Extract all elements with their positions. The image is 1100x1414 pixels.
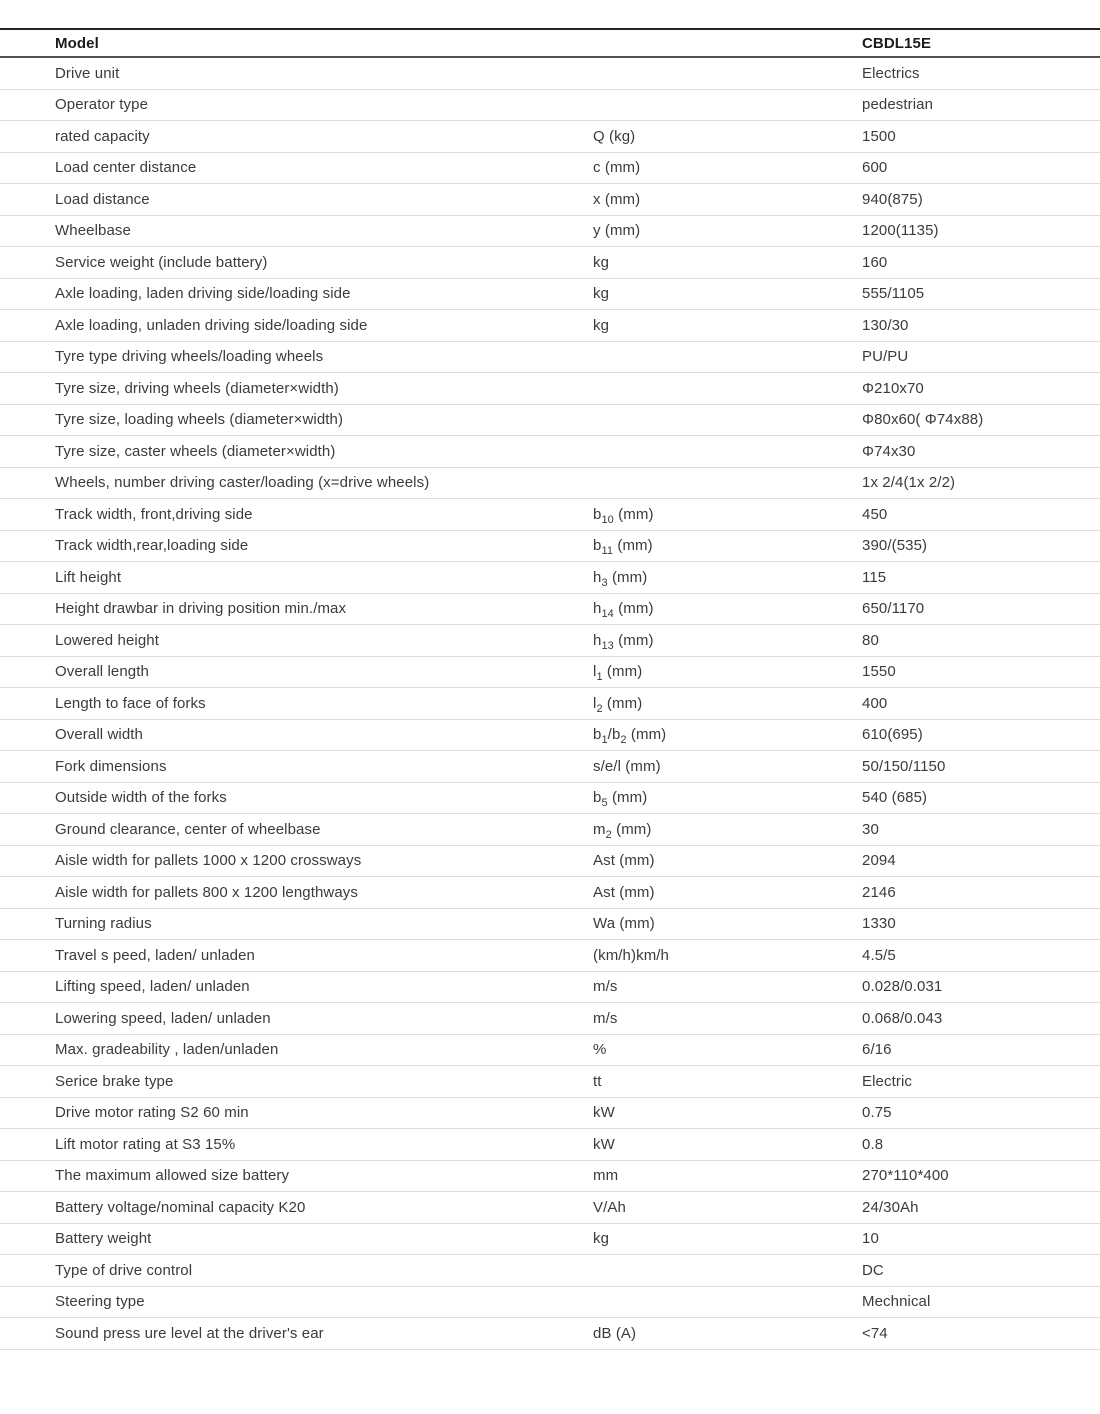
- spec-table-body: [0, 58, 1100, 1350]
- spec-value: 2146: [862, 883, 896, 901]
- spec-row: [0, 688, 1100, 720]
- spec-unit: $b_{11}$ (mm): [593, 537, 653, 558]
- spec-value: 0.068/0.043: [862, 1009, 943, 1027]
- spec-value: 2094: [862, 852, 896, 870]
- spec-row: [0, 783, 1100, 815]
- spec-unit: Ast (mm): [593, 883, 655, 901]
- spec-value: DC: [862, 1261, 884, 1279]
- spec-unit: kg: [593, 253, 610, 271]
- spec-unit: s/e/l (mm): [593, 757, 661, 775]
- spec-row: [0, 1287, 1100, 1319]
- spec-unit: $l_1$ (mm): [593, 663, 643, 684]
- spec-value: 0.028/0.031: [862, 978, 943, 996]
- spec-label: Travel s peed, laden/ unladen: [55, 946, 255, 964]
- spec-label: Sound press ure level at the driver's ear: [55, 1324, 324, 1342]
- spec-unit: $b_5$ (mm): [593, 789, 648, 810]
- spec-label: Tyre size, caster wheels (diameter×width): [55, 442, 336, 460]
- spec-value: PU/PU: [862, 348, 909, 366]
- spec-label: Fork dimensions: [55, 757, 167, 775]
- spec-row: [0, 625, 1100, 657]
- spec-unit: y (mm): [593, 222, 641, 240]
- spec-row: [0, 909, 1100, 941]
- spec-value: 115: [862, 568, 887, 586]
- spec-row: [0, 814, 1100, 846]
- spec-row: [0, 1066, 1100, 1098]
- spec-label: Axle loading, unladen driving side/loading side: [55, 316, 368, 334]
- spec-label: Turning radius: [55, 915, 152, 933]
- spec-value: 390/(535): [862, 537, 928, 555]
- spec-value: 650/1170: [862, 600, 925, 618]
- spec-unit: Q (kg): [593, 127, 636, 145]
- spec-label: Outside width of the forks: [55, 789, 227, 807]
- spec-label: Overall width: [55, 726, 143, 744]
- spec-value: 940(875): [862, 190, 923, 208]
- spec-unit: kW: [593, 1104, 615, 1122]
- spec-label: Max. gradeability , laden/unladen: [55, 1041, 279, 1059]
- spec-row: [0, 751, 1100, 783]
- spec-label: Tyre size, loading wheels (diameter×width): [55, 411, 344, 429]
- spec-value: 160: [862, 253, 888, 271]
- spec-label: Tyre size, driving wheels (diameter×width): [55, 379, 339, 397]
- spec-row: [0, 58, 1100, 90]
- spec-row: [0, 247, 1100, 279]
- spec-unit: V/Ah: [593, 1198, 626, 1216]
- spec-unit: $m_2$ (mm): [593, 820, 652, 841]
- spec-label: Load distance: [55, 190, 150, 208]
- spec-row: [0, 153, 1100, 185]
- spec-row: [0, 279, 1100, 311]
- spec-label: Overall length: [55, 663, 149, 681]
- spec-label: Aisle width for pallets 1000 x 1200 crossways: [55, 852, 362, 870]
- spec-row: [0, 373, 1100, 405]
- spec-value: 1330: [862, 915, 896, 933]
- spec-value: 1x 2/4(1x 2/2): [862, 474, 956, 492]
- spec-value: Φ80x60( Φ74x88): [862, 411, 984, 429]
- spec-row: [0, 1255, 1100, 1287]
- spec-value: 4.5/5: [862, 946, 896, 964]
- spec-row: [0, 499, 1100, 531]
- spec-unit: kW: [593, 1135, 615, 1153]
- spec-row: [0, 940, 1100, 972]
- spec-value: 130/30: [862, 316, 909, 334]
- spec-label: Service weight (include battery): [55, 253, 268, 271]
- spec-unit: dB (A): [593, 1324, 637, 1342]
- spec-label: Lifting speed, laden/ unladen: [55, 978, 250, 996]
- spec-value: 540 (685): [862, 789, 928, 807]
- spec-row: [0, 310, 1100, 342]
- spec-row: [0, 1161, 1100, 1193]
- spec-row: [0, 594, 1100, 626]
- spec-label: Lift motor rating at S3 15%: [55, 1135, 236, 1153]
- spec-label: Battery weight: [55, 1230, 152, 1248]
- spec-unit: x (mm): [593, 190, 641, 208]
- spec-value: 555/1105: [862, 285, 925, 303]
- spec-row: [0, 846, 1100, 878]
- spec-label: Wheels, number driving caster/loading (x=drive wheels): [55, 474, 430, 492]
- spec-unit: %: [593, 1041, 607, 1059]
- spec-row: [0, 972, 1100, 1004]
- spec-value: 80: [862, 631, 879, 649]
- spec-unit: $h_3$ (mm): [593, 568, 648, 589]
- spec-value: pedestrian: [862, 96, 934, 114]
- spec-unit: kg: [593, 1230, 610, 1248]
- spec-value: 0.75: [862, 1104, 892, 1122]
- spec-unit: m/s: [593, 978, 618, 996]
- spec-label: Wheelbase: [55, 222, 131, 240]
- spec-value: 50/150/1150: [862, 757, 946, 775]
- spec-row: [0, 184, 1100, 216]
- spec-value: 610(695): [862, 726, 923, 744]
- spec-row: [0, 90, 1100, 122]
- spec-row: [0, 1224, 1100, 1256]
- spec-unit: Ast (mm): [593, 852, 655, 870]
- spec-value: 30: [862, 820, 879, 838]
- spec-row: [0, 405, 1100, 437]
- spec-value: 600: [862, 159, 888, 177]
- spec-row: [0, 342, 1100, 374]
- spec-value: <74: [862, 1324, 888, 1342]
- spec-row: [0, 531, 1100, 563]
- spec-value: Φ74x30: [862, 442, 916, 460]
- spec-value: Electric: [862, 1072, 912, 1090]
- spec-unit: kg: [593, 316, 610, 334]
- spec-table: [0, 28, 1100, 1350]
- spec-unit: kg: [593, 285, 610, 303]
- spec-value: 1550: [862, 663, 896, 681]
- spec-row: [0, 562, 1100, 594]
- spec-value: 6/16: [862, 1041, 892, 1059]
- spec-row: [0, 1003, 1100, 1035]
- spec-unit: $l_2$ (mm): [593, 694, 643, 715]
- spec-label: Ground clearance, center of wheelbase: [55, 820, 321, 838]
- header-model-label: Model: [55, 34, 99, 52]
- spec-row: [0, 1098, 1100, 1130]
- spec-value: Φ210x70: [862, 379, 924, 397]
- spec-value: 450: [862, 505, 888, 523]
- spec-label: Steering type: [55, 1293, 145, 1311]
- spec-row: [0, 1035, 1100, 1067]
- spec-label: Lowering speed, laden/ unladen: [55, 1009, 271, 1027]
- spec-value: 1200(1135): [862, 222, 939, 240]
- spec-value: 0.8: [862, 1135, 884, 1153]
- spec-label: Type of drive control: [55, 1261, 193, 1279]
- spec-unit: tt: [593, 1072, 602, 1090]
- spec-label: Drive motor rating S2 60 min: [55, 1104, 249, 1122]
- spec-value: 400: [862, 694, 888, 712]
- spec-row: [0, 1318, 1100, 1350]
- spec-row: [0, 121, 1100, 153]
- spec-value: 24/30Ah: [862, 1198, 919, 1216]
- spec-row: [0, 1192, 1100, 1224]
- spec-row: [0, 657, 1100, 689]
- spec-label: Drive unit: [55, 64, 120, 82]
- spec-label: Load center distance: [55, 159, 197, 177]
- spec-label: The maximum allowed size battery: [55, 1167, 290, 1185]
- spec-label: Axle loading, laden driving side/loading side: [55, 285, 351, 303]
- spec-row: [0, 877, 1100, 909]
- spec-label: Length to face of forks: [55, 694, 206, 712]
- spec-label: Serice brake type: [55, 1072, 174, 1090]
- header-model-value: CBDL15E: [862, 34, 932, 52]
- spec-unit: (km/h)km/h: [593, 946, 669, 964]
- spec-label: Lift height: [55, 568, 122, 586]
- spec-value: Electrics: [862, 64, 920, 82]
- spec-unit: $h_{14}$ (mm): [593, 600, 654, 621]
- spec-value: Mechnical: [862, 1293, 931, 1311]
- spec-row: [0, 1129, 1100, 1161]
- spec-label: Tyre type driving wheels/loading wheels: [55, 348, 324, 366]
- spec-row: [0, 720, 1100, 752]
- spec-unit: mm: [593, 1167, 619, 1185]
- spec-row: [0, 216, 1100, 248]
- spec-label: Track width, front,driving side: [55, 505, 253, 523]
- spec-value: 10: [862, 1230, 879, 1248]
- spec-unit: $b_1/b_2$ (mm): [593, 726, 667, 747]
- spec-value: 1500: [862, 127, 896, 145]
- spec-label: Lowered height: [55, 631, 159, 649]
- spec-row: [0, 436, 1100, 468]
- spec-label: Battery voltage/nominal capacity K20: [55, 1198, 306, 1216]
- spec-unit: $b_{10}$ (mm): [593, 505, 654, 526]
- spec-row: [0, 468, 1100, 500]
- spec-label: Height drawbar in driving position min./max: [55, 600, 347, 618]
- spec-unit: c (mm): [593, 159, 641, 177]
- spec-value: 270*110*400: [862, 1167, 949, 1185]
- table-header-row: [0, 28, 1100, 58]
- spec-label: Operator type: [55, 96, 149, 114]
- spec-label: Aisle width for pallets 800 x 1200 lengthways: [55, 883, 359, 901]
- spec-unit: m/s: [593, 1009, 618, 1027]
- spec-unit: $h_{13}$ (mm): [593, 631, 654, 652]
- spec-label: Track width,rear,loading side: [55, 537, 249, 555]
- spec-label: rated capacity: [55, 127, 150, 145]
- spec-unit: Wa (mm): [593, 915, 655, 933]
